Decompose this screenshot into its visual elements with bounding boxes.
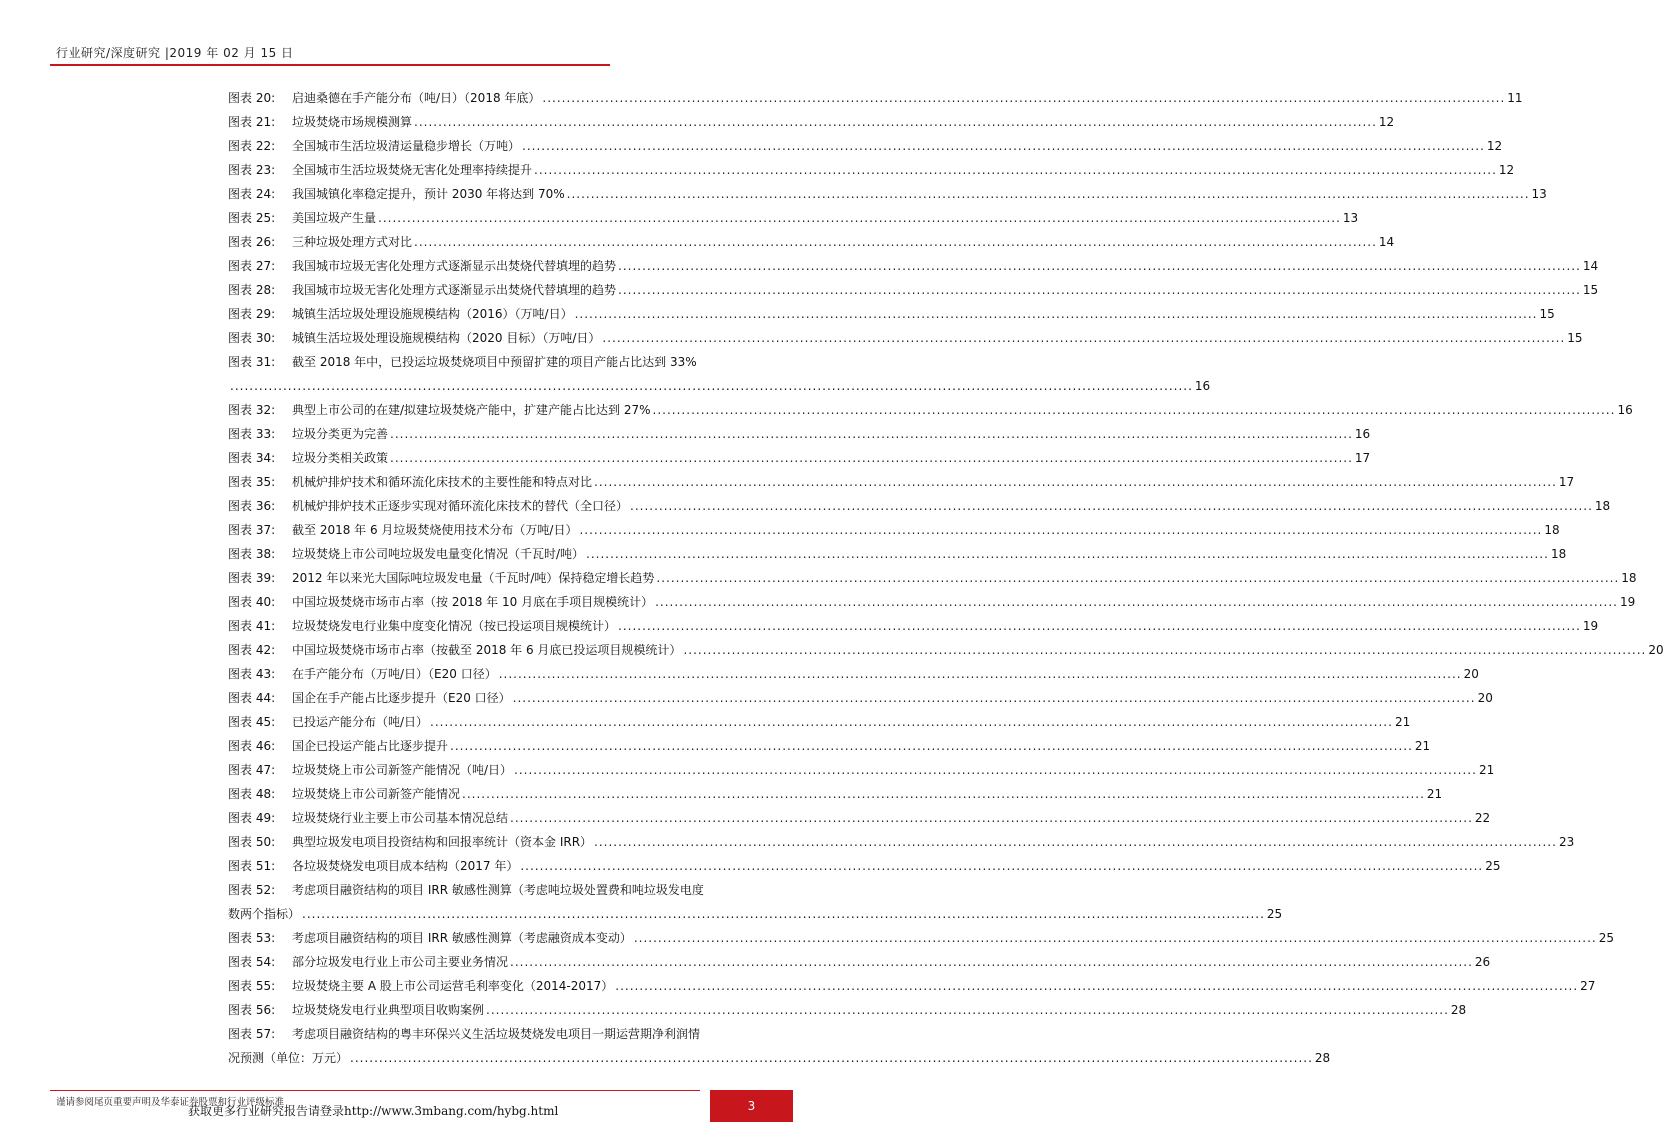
toc-entry-page: 12	[1498, 163, 1515, 177]
toc-entry-title: 全国城市生活垃圾焚烧无害化处理率持续提升	[292, 163, 533, 177]
toc-entry-page: 16	[1194, 379, 1211, 393]
toc-entry[interactable]	[228, 950, 1491, 974]
dot-leader: ........................................................................................................................................................................................................	[520, 859, 1484, 873]
toc-entry-label: 图表 37:	[228, 523, 276, 537]
toc-entry-label: 图表 52:	[228, 883, 276, 897]
dot-leader: ........................................................................................................................................................................................................	[594, 835, 1557, 849]
toc-entry-page: 25	[1598, 931, 1615, 945]
toc-entry[interactable]	[228, 830, 1575, 854]
toc-entry-page: 21	[1478, 763, 1495, 777]
toc-entry-page: 16	[1617, 403, 1633, 417]
toc-entry[interactable]	[228, 230, 1395, 254]
toc-entry-title: 城镇生活垃圾处理设施规模结构（2016）（万吨/日）	[292, 307, 573, 321]
toc-entry-title: 美国垃圾产生量	[292, 211, 377, 225]
toc-entry-title: 三种垃圾处理方式对比	[292, 235, 413, 249]
toc-entry-title: 垃圾焚烧发电行业集中度变化情况（按已投运项目规模统计）	[292, 619, 617, 633]
toc-entry-title: 2012 年以来光大国际吨垃圾发电量（千瓦时/吨）保持稳定增长趋势	[292, 571, 655, 585]
toc-entry-label: 图表 48:	[228, 787, 276, 801]
toc-entry-page: 18	[1594, 499, 1611, 513]
dot-leader: ........................................................................................................................................................................................................	[498, 667, 1462, 681]
dot-leader: ........................................................................................................................................................................................................	[450, 739, 1413, 753]
dot-leader: ........................................................................................................................................................................................................	[302, 907, 1265, 921]
toc-entry-title: 机械炉排炉技术正逐步实现对循环流化床技术的替代（全口径）	[292, 499, 629, 513]
toc-entry-title: 垃圾焚烧行业主要上市公司基本情况总结	[292, 811, 509, 825]
toc-entry-page: 21	[1414, 739, 1431, 753]
dot-leader: ........................................................................................................................................................................................................	[414, 115, 1377, 129]
toc-entry-page: 20	[1477, 691, 1493, 705]
toc-entry-page: 12	[1378, 115, 1395, 129]
toc-entry-page: 25	[1485, 859, 1501, 873]
toc-entry-page: 18	[1544, 523, 1560, 537]
toc-entry-title: 各垃圾焚烧发电项目成本结构（2017 年）	[292, 859, 519, 873]
dot-leader: ........................................................................................................................................................................................................	[230, 379, 1193, 393]
toc-entry[interactable]	[228, 110, 1395, 134]
dot-leader: ........................................................................................................................................................................................................	[462, 787, 1425, 801]
toc-entry-title: 机械炉排炉技术和循环流化床技术的主要性能和特点对比	[292, 475, 593, 489]
toc-entry[interactable]	[228, 494, 1611, 518]
toc-entry-page: 15	[1567, 331, 1583, 345]
toc-entry-label: 图表 34:	[228, 451, 276, 465]
toc-entry-label: 图表 35:	[228, 475, 276, 489]
toc-entry-label: 图表 27:	[228, 259, 276, 273]
dot-leader: ........................................................................................................................................................................................................	[656, 571, 1620, 585]
toc-entry-label: 图表 50:	[228, 835, 276, 849]
toc-entry-label: 图表 49:	[228, 811, 276, 825]
toc-entry-label: 图表 21:	[228, 115, 276, 129]
toc-entry[interactable]	[228, 734, 1431, 758]
toc-entry-title: 城镇生活垃圾处理设施规模结构（2020 目标）（万吨/日）	[292, 331, 601, 345]
toc-entry-page: 18	[1550, 547, 1567, 561]
toc-entry-page: 15	[1582, 283, 1599, 297]
toc-entry[interactable]	[228, 182, 1547, 206]
toc-entry-label: 图表 33:	[228, 427, 276, 441]
dot-leader: ........................................................................................................................................................................................................	[615, 979, 1579, 993]
toc-entry-title: 垃圾分类更为完善	[292, 427, 389, 441]
dot-leader: ........................................................................................................................................................................................................	[510, 811, 1473, 825]
toc-entry-label: 图表 31:	[228, 355, 276, 369]
toc-entry-title: 考虑项目融资结构的项目 IRR 敏感性测算（考虑吨垃圾处置费和吨垃圾发电度	[292, 883, 704, 897]
toc-entry-title: 垃圾焚烧上市公司吨垃圾发电量变化情况（千瓦时/吨）	[292, 547, 585, 561]
dot-leader: ........................................................................................................................................................................................................	[566, 187, 1530, 201]
dot-leader: ........................................................................................................................................................................................................	[522, 139, 1485, 153]
toc-entry-title: 我国城市垃圾无害化处理方式逐渐显示出焚烧代替填埋的趋势	[292, 259, 617, 273]
toc-entry-label: 图表 39:	[228, 571, 276, 585]
toc-entry-title: 已投运产能分布（吨/日）	[292, 715, 429, 729]
toc-entry-title: 部分垃圾发电行业上市公司主要业务情况	[292, 955, 509, 969]
dot-leader: ........................................................................................................................................................................................................	[633, 931, 1597, 945]
toc-entry-label: 图表 57:	[228, 1027, 276, 1041]
toc-entry-label: 图表 24:	[228, 187, 276, 201]
toc-entry-title: 中国垃圾焚烧市场市占率（按 2018 年 10 月底在手项目规模统计）	[292, 595, 654, 609]
toc-entry-page: 27	[1580, 979, 1596, 993]
toc-entry-page: 23	[1558, 835, 1575, 849]
toc-entry-title: 截至 2018 年 6 月垃圾焚烧使用技术分布（万吨/日）	[292, 523, 578, 537]
toc-entry-label: 图表 25:	[228, 211, 276, 225]
toc-entry-title-continued: 数两个指标）	[228, 907, 301, 921]
toc-entry-page: 28	[1314, 1051, 1331, 1065]
dot-leader: ........................................................................................................................................................................................................	[430, 715, 1393, 729]
toc-entry-title: 截至 2018 年中，已投运垃圾焚烧项目中预留扩建的项目产能占比达到 33%	[292, 355, 697, 369]
toc-entry-title-continued: 况预测（单位：万元）	[228, 1051, 349, 1065]
toc-entry-title: 垃圾焚烧发电行业典型项目收购案例	[292, 1003, 485, 1017]
toc-entry[interactable]	[228, 350, 1211, 398]
toc-entry-label: 图表 40:	[228, 595, 276, 609]
toc-entry-label: 图表 44:	[228, 691, 276, 705]
toc-entry[interactable]	[228, 854, 1501, 878]
toc-entry-title: 启迪桑德在手产能分布（吨/日）（2018 年底）	[292, 91, 541, 105]
toc-entry-page: 19	[1582, 619, 1599, 633]
toc-entry-label: 图表 32:	[228, 403, 276, 417]
toc-entry-label: 图表 23:	[228, 163, 276, 177]
dot-leader: ........................................................................................................................................................................................................	[618, 283, 1581, 297]
toc-entry-label: 图表 47:	[228, 763, 276, 777]
toc-entry[interactable]	[228, 470, 1575, 494]
toc-entry-label: 图表 45:	[228, 715, 276, 729]
toc-entry-label: 图表 38:	[228, 547, 276, 561]
toc-entry[interactable]	[228, 518, 1560, 542]
toc-entry-label: 图表 41:	[228, 619, 276, 633]
toc-entry-page: 14	[1378, 235, 1395, 249]
dot-leader: ........................................................................................................................................................................................................	[514, 763, 1477, 777]
dot-leader: ........................................................................................................................................................................................................	[414, 235, 1377, 249]
toc-entry-title: 国企在手产能占比逐步提升（E20 口径）	[292, 691, 511, 705]
toc-entry[interactable]	[228, 254, 1599, 278]
toc-entry[interactable]	[228, 638, 1664, 662]
toc-entry[interactable]	[228, 206, 1359, 230]
toc-entry[interactable]	[228, 422, 1371, 446]
toc-entry-page: 20	[1463, 667, 1479, 681]
dot-leader: ........................................................................................................................................................................................................	[350, 1051, 1313, 1065]
dot-leader: ........................................................................................................................................................................................................	[618, 259, 1581, 273]
toc-entry[interactable]	[228, 998, 1467, 1022]
toc-entry-page: 20	[1648, 643, 1664, 657]
toc-entry-title: 典型垃圾发电项目投资结构和回报率统计（资本金 IRR）	[292, 835, 593, 849]
dot-leader: ........................................................................................................................................................................................................	[602, 331, 1566, 345]
toc-entry[interactable]	[228, 134, 1503, 158]
dot-leader: ........................................................................................................................................................................................................	[512, 691, 1476, 705]
toc-entry-title: 在手产能分布（万吨/日）（E20 口径）	[292, 667, 497, 681]
toc-entry[interactable]	[228, 974, 1596, 998]
toc-entry-page: 17	[1354, 451, 1371, 465]
toc-entry[interactable]	[228, 758, 1495, 782]
toc-entry-label: 图表 30:	[228, 331, 276, 345]
toc-entry-label: 图表 46:	[228, 739, 276, 753]
toc-entry-page: 28	[1450, 1003, 1467, 1017]
page-number-badge	[710, 1090, 793, 1122]
toc-entry-label: 图表 42:	[228, 643, 276, 657]
toc-entry-page: 13	[1342, 211, 1359, 225]
toc-entry[interactable]	[228, 614, 1599, 638]
toc-entry-page: 22	[1474, 811, 1491, 825]
toc-entry-label: 图表 53:	[228, 931, 276, 945]
toc-entry-label: 图表 54:	[228, 955, 276, 969]
dot-leader: ........................................................................................................................................................................................................	[542, 91, 1506, 105]
footer-divider	[50, 1090, 700, 1091]
toc-entry-label: 图表 55:	[228, 979, 276, 993]
toc-entry-page: 17	[1558, 475, 1575, 489]
toc-entry[interactable]	[228, 398, 1633, 422]
toc-entry-page: 26	[1474, 955, 1491, 969]
toc-entry[interactable]	[228, 662, 1479, 686]
toc-entry-title: 垃圾焚烧市场规模测算	[292, 115, 413, 129]
toc-entry[interactable]	[228, 278, 1599, 302]
toc-entry[interactable]	[228, 326, 1583, 350]
dot-leader: ........................................................................................................................................................................................................	[618, 619, 1581, 633]
dot-leader: ........................................................................................................................................................................................................	[630, 499, 1593, 513]
toc-entry-label: 图表 29:	[228, 307, 276, 321]
toc-entry-page: 21	[1394, 715, 1411, 729]
dot-leader: ........................................................................................................................................................................................................	[486, 1003, 1449, 1017]
toc-entry-title: 我国城镇化率稳定提升，预计 2030 年将达到 70%	[292, 187, 565, 201]
toc-entry-title: 我国城市垃圾无害化处理方式逐渐显示出焚烧代替填埋的趋势	[292, 283, 617, 297]
toc-entry[interactable]	[228, 926, 1615, 950]
footer-disclaimer: 谨请参阅尾页重要声明及华泰证券股票和行业评级标准	[56, 1097, 285, 1108]
toc-entry[interactable]	[228, 806, 1491, 830]
toc-entry[interactable]	[228, 1022, 1331, 1070]
dot-leader: ........................................................................................................................................................................................................	[390, 427, 1353, 441]
toc-entry-title: 典型上市公司的在建/拟建垃圾焚烧产能中，扩建产能占比达到 27%	[292, 403, 651, 417]
toc-entry[interactable]	[228, 686, 1493, 710]
toc-entry-title: 国企已投运产能占比逐步提升	[292, 739, 449, 753]
toc-entry-title: 考虑项目融资结构的粤丰环保兴义生活垃圾焚烧发电项目一期运营期净利润情	[292, 1027, 701, 1041]
table-of-figures	[228, 86, 1664, 1070]
dot-leader: ........................................................................................................................................................................................................	[652, 403, 1616, 417]
toc-entry-title: 垃圾分类相关政策	[292, 451, 389, 465]
toc-entry-page: 19	[1619, 595, 1636, 609]
page-number: 3	[747, 1099, 756, 1113]
toc-entry-label: 图表 43:	[228, 667, 276, 681]
toc-entry[interactable]	[228, 710, 1411, 734]
toc-entry-page: 21	[1426, 787, 1443, 801]
dot-leader: ........................................................................................................................................................................................................	[534, 163, 1497, 177]
toc-entry-label: 图表 36:	[228, 499, 276, 513]
toc-entry-title: 垃圾焚烧上市公司新签产能情况	[292, 787, 461, 801]
toc-entry-label: 图表 20:	[228, 91, 276, 105]
toc-entry[interactable]	[228, 542, 1567, 566]
toc-entry-page: 16	[1354, 427, 1371, 441]
toc-entry[interactable]	[228, 590, 1636, 614]
dot-leader: ........................................................................................................................................................................................................	[579, 523, 1543, 537]
toc-entry-page: 13	[1531, 187, 1547, 201]
toc-entry[interactable]	[228, 878, 1283, 926]
toc-entry-title: 中国垃圾焚烧市场市占率（按截至 2018 年 6 月底已投运项目规模统计）	[292, 643, 682, 657]
toc-entry-title: 垃圾焚烧主要 A 股上市公司运营毛利率变化（2014-2017）	[292, 979, 614, 993]
dot-leader: ........................................................................................................................................................................................................	[655, 595, 1618, 609]
dot-leader: ........................................................................................................................................................................................................	[683, 643, 1647, 657]
header-divider	[50, 64, 610, 66]
report-header: 行业研究/深度研究 |2019 年 02 月 15 日	[56, 46, 294, 60]
toc-entry-label: 图表 26:	[228, 235, 276, 249]
toc-entry-page: 18	[1621, 571, 1637, 585]
toc-entry-title: 考虑项目融资结构的项目 IRR 敏感性测算（考虑融资成本变动）	[292, 931, 632, 945]
toc-entry-label: 图表 28:	[228, 283, 276, 297]
toc-entry-label: 图表 56:	[228, 1003, 276, 1017]
toc-entry-label: 图表 51:	[228, 859, 276, 873]
toc-entry-title: 垃圾焚烧上市公司新签产能情况（吨/日）	[292, 763, 513, 777]
footer-download-link[interactable]: 获取更多行业研究报告请登录http://www.3mbang.com/hybg.html	[188, 1104, 559, 1118]
toc-entry[interactable]	[228, 782, 1443, 806]
toc-entry[interactable]	[228, 158, 1515, 182]
dot-leader: ........................................................................................................................................................................................................	[510, 955, 1473, 969]
toc-entry-title: 全国城市生活垃圾清运量稳步增长（万吨）	[292, 139, 521, 153]
dot-leader: ........................................................................................................................................................................................................	[574, 307, 1538, 321]
dot-leader: ........................................................................................................................................................................................................	[594, 475, 1557, 489]
dot-leader: ........................................................................................................................................................................................................	[390, 451, 1353, 465]
toc-entry-page: 14	[1582, 259, 1599, 273]
toc-entry[interactable]	[228, 86, 1523, 110]
toc-entry[interactable]	[228, 446, 1371, 470]
dot-leader: ........................................................................................................................................................................................................	[586, 547, 1549, 561]
dot-leader: ........................................................................................................................................................................................................	[378, 211, 1341, 225]
toc-entry-page: 25	[1266, 907, 1283, 921]
toc-entry[interactable]	[228, 566, 1637, 590]
toc-entry[interactable]	[228, 302, 1555, 326]
toc-entry-label: 图表 22:	[228, 139, 276, 153]
toc-entry-page: 15	[1539, 307, 1555, 321]
toc-entry-page: 11	[1507, 91, 1523, 105]
toc-entry-page: 12	[1486, 139, 1503, 153]
